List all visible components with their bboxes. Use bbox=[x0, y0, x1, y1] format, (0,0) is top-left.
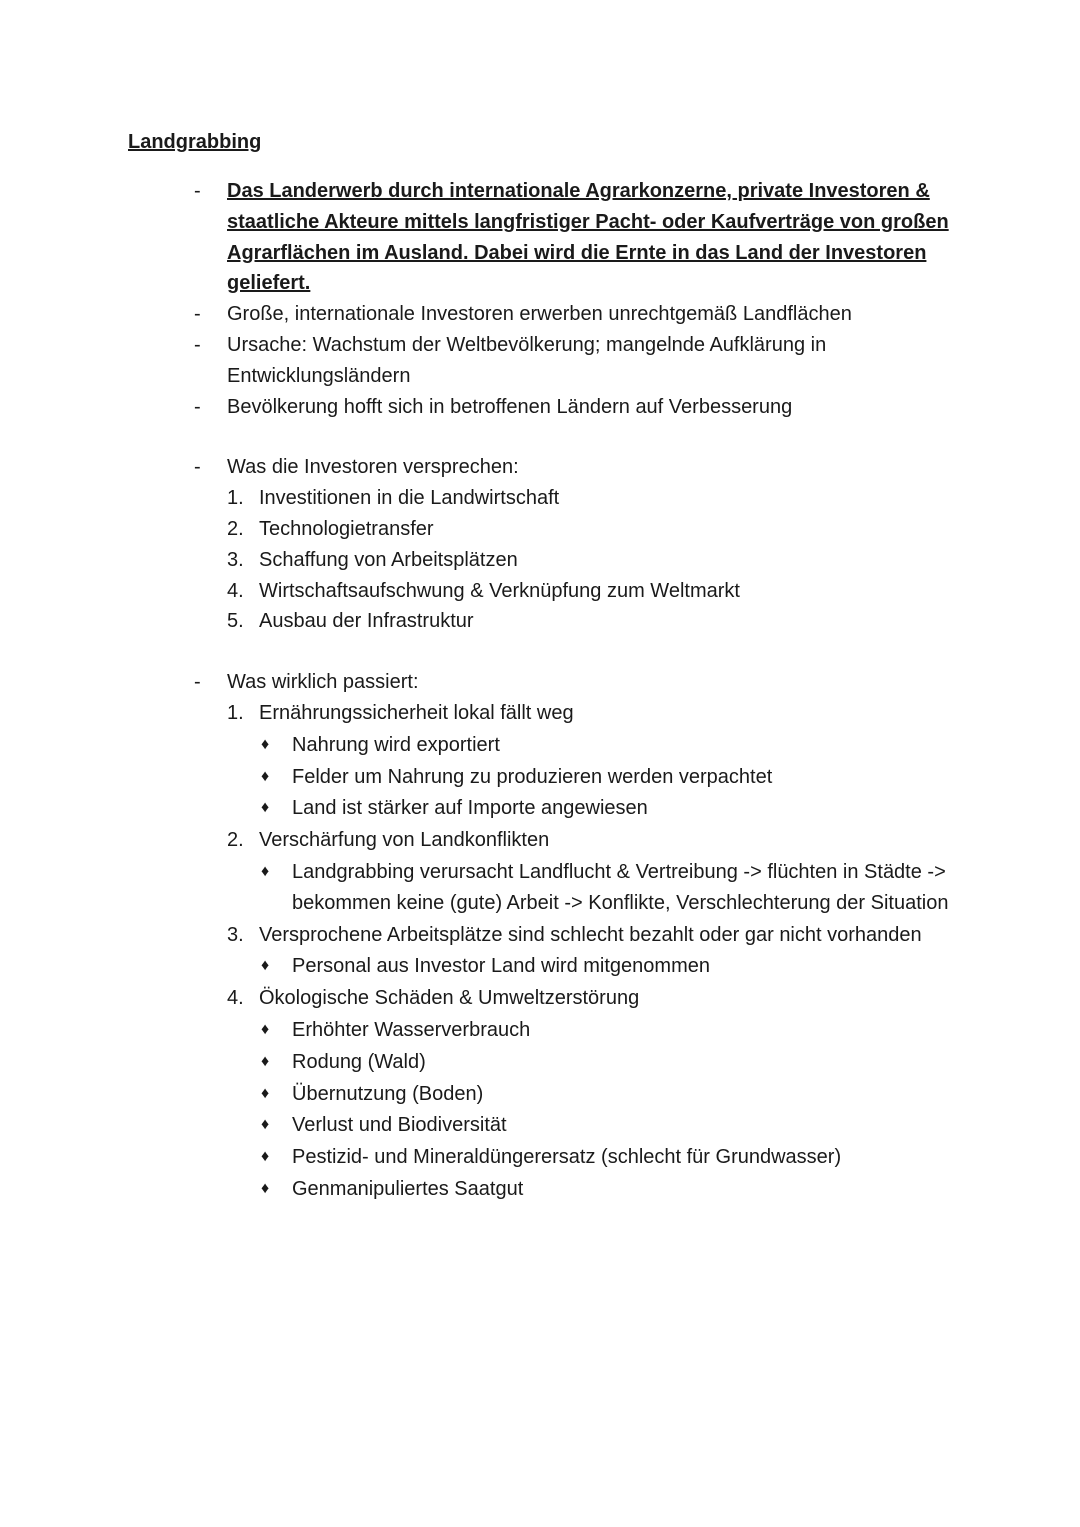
promise-text: Wirtschaftsaufschwung & Verknüpfung zum Weltmarkt bbox=[259, 579, 740, 602]
page-title: Landgrabbing bbox=[128, 131, 262, 153]
diamond-bullet-icon: ♦ bbox=[261, 1116, 270, 1134]
list-item bbox=[259, 1015, 970, 1046]
number-marker: 5. bbox=[227, 610, 244, 633]
definition-text: Das Landerwerb durch internationale Agrarkonzerne, private Investoren & staatliche Akteure mittels langfristiger Pacht- oder Kaufverträge von großen Agrarflächen im Ausland. Dabei wird die Ernte in das Land der Investoren geliefert. bbox=[227, 180, 949, 295]
sub-text: Personal aus Investor Land wird mitgenommen bbox=[292, 955, 710, 978]
diamond-bullet-icon: ♦ bbox=[261, 1148, 270, 1166]
list-item bbox=[227, 825, 970, 918]
list-item bbox=[227, 698, 970, 824]
dash-bullet-icon: - bbox=[194, 303, 201, 326]
sub-text: Übernutzung (Boden) bbox=[292, 1082, 484, 1105]
list-item bbox=[227, 920, 970, 983]
promise-text: Schaffung von Arbeitsplätzen bbox=[259, 548, 518, 571]
sub-text: Nahrung wird exportiert bbox=[292, 733, 500, 756]
list-item bbox=[227, 606, 970, 637]
sub-text: Landgrabbing verursacht Landflucht & Vertreibung -> flüchten in Städte -> bekommen keine (gute) Arbeit -> Konflikte, Verschlechterung der Situation bbox=[292, 860, 949, 914]
list-item bbox=[259, 1110, 970, 1141]
reality-text: Versprochene Arbeitsplätze sind schlecht bezahlt oder gar nicht vorhanden bbox=[259, 923, 922, 946]
number-marker: 2. bbox=[227, 517, 244, 540]
number-marker: 4. bbox=[227, 987, 244, 1010]
sub-text: Felder um Nahrung zu produzieren werden verpachtet bbox=[292, 765, 773, 788]
list-item bbox=[227, 514, 970, 545]
spacer bbox=[190, 637, 970, 667]
sub-text: Pestizid- und Mineraldüngerersatz (schlecht für Grundwasser) bbox=[292, 1146, 842, 1169]
diamond-bullet-icon: ♦ bbox=[261, 1052, 270, 1070]
list-item bbox=[259, 951, 970, 982]
diamond-bullet-icon: ♦ bbox=[261, 799, 270, 817]
number-marker: 3. bbox=[227, 923, 244, 946]
number-marker: 4. bbox=[227, 579, 244, 602]
list-item bbox=[259, 762, 970, 793]
reality-text: Ökologische Schäden & Umweltzerstörung bbox=[259, 987, 640, 1010]
definition-item bbox=[190, 176, 970, 299]
list-item bbox=[259, 1079, 970, 1110]
promises-list bbox=[227, 483, 970, 637]
point-text: Große, internationale Investoren erwerben unrechtgemäß Landflächen bbox=[227, 303, 852, 326]
list-item bbox=[227, 545, 970, 576]
sub-list bbox=[259, 730, 970, 824]
list-item bbox=[259, 1047, 970, 1078]
list-item bbox=[190, 392, 970, 423]
sub-text: Genmanipuliertes Saatgut bbox=[292, 1177, 524, 1200]
point-text: Ursache: Wachstum der Weltbevölkerung; mangelnde Aufklärung in Entwicklungsländern bbox=[227, 333, 827, 387]
diamond-bullet-icon: ♦ bbox=[261, 1179, 270, 1197]
reality-text: Ernährungssicherheit lokal fällt weg bbox=[259, 701, 574, 724]
promise-text: Investitionen in die Landwirtschaft bbox=[259, 487, 560, 510]
spacer bbox=[190, 422, 970, 452]
list-item bbox=[227, 576, 970, 607]
diamond-bullet-icon: ♦ bbox=[261, 957, 270, 975]
number-marker: 3. bbox=[227, 548, 244, 571]
point-text: Bevölkerung hofft sich in betroffenen Ländern auf Verbesserung bbox=[227, 395, 793, 418]
promises-heading: Was die Investoren versprechen: bbox=[227, 456, 519, 479]
sub-text: Erhöhter Wasserverbrauch bbox=[292, 1018, 531, 1041]
sub-list bbox=[259, 1015, 970, 1205]
promise-text: Technologietransfer bbox=[259, 517, 434, 540]
reality-section bbox=[190, 667, 970, 1205]
list-item bbox=[259, 1142, 970, 1173]
promise-text: Ausbau der Infrastruktur bbox=[259, 610, 474, 633]
list-item bbox=[259, 793, 970, 824]
diamond-bullet-icon: ♦ bbox=[261, 1020, 270, 1038]
main-list bbox=[190, 176, 970, 1206]
sub-text: Rodung (Wald) bbox=[292, 1050, 426, 1073]
reality-list bbox=[227, 698, 970, 1205]
diamond-bullet-icon: ♦ bbox=[261, 862, 270, 880]
list-item bbox=[259, 730, 970, 761]
number-marker: 1. bbox=[227, 701, 244, 724]
list-item bbox=[259, 857, 970, 919]
dash-bullet-icon: - bbox=[194, 395, 201, 418]
dash-bullet-icon: - bbox=[194, 180, 201, 202]
reality-heading: Was wirklich passiert: bbox=[227, 671, 419, 694]
sub-list bbox=[259, 951, 970, 982]
list-item bbox=[227, 983, 970, 1205]
dash-bullet-icon: - bbox=[194, 456, 201, 479]
sub-text: Land ist stärker auf Importe angewiesen bbox=[292, 797, 648, 820]
diamond-bullet-icon: ♦ bbox=[261, 1084, 270, 1102]
number-marker: 1. bbox=[227, 487, 244, 510]
diamond-bullet-icon: ♦ bbox=[261, 767, 270, 785]
list-item bbox=[190, 299, 970, 330]
sub-text: Verlust und Biodiversität bbox=[292, 1114, 507, 1137]
dash-bullet-icon: - bbox=[194, 333, 201, 356]
list-item bbox=[190, 330, 970, 392]
reality-text: Verschärfung von Landkonflikten bbox=[259, 829, 550, 852]
diamond-bullet-icon: ♦ bbox=[261, 735, 270, 753]
list-item bbox=[227, 483, 970, 514]
sub-list bbox=[259, 857, 970, 919]
promises-section bbox=[190, 452, 970, 637]
number-marker: 2. bbox=[227, 829, 244, 852]
list-item bbox=[259, 1174, 970, 1205]
dash-bullet-icon: - bbox=[194, 671, 201, 694]
